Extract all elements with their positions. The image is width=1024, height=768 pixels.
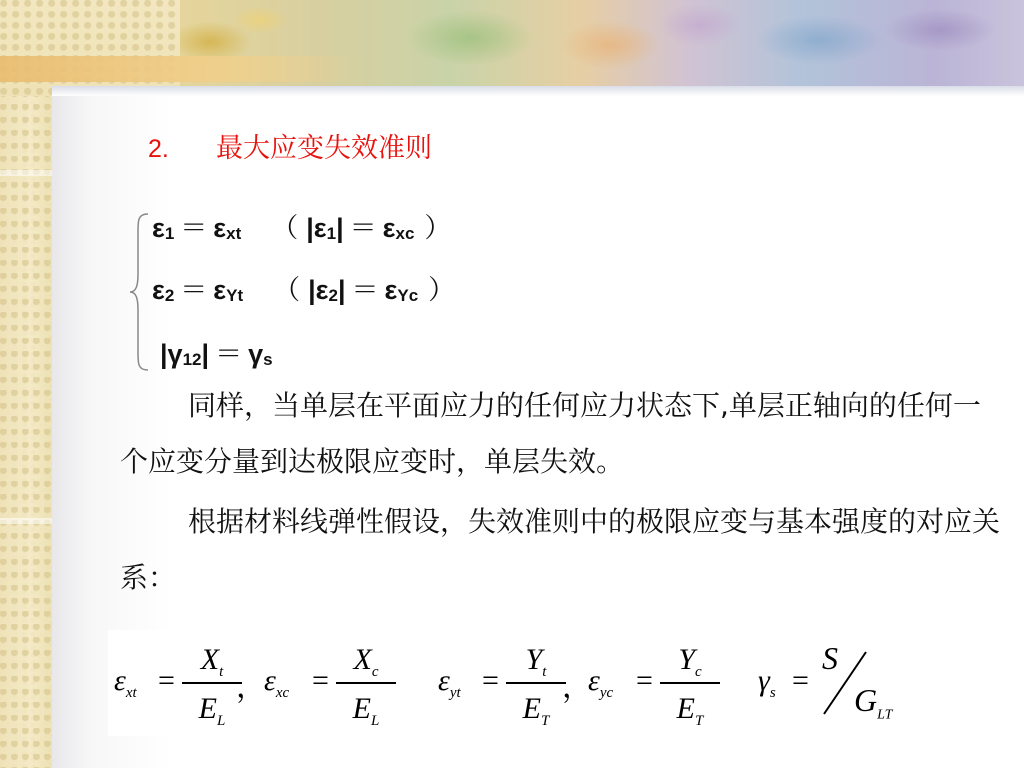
eq2-lhs-sub: 2 bbox=[164, 286, 175, 305]
formula-5-denominator bbox=[854, 682, 892, 723]
formula-5-lhs bbox=[758, 664, 776, 702]
slide-heading bbox=[148, 126, 432, 165]
left-brace bbox=[128, 212, 150, 372]
formula-2-den: E bbox=[352, 692, 371, 725]
formula-2-sub: xc bbox=[275, 685, 290, 701]
paragraph-failure-condition bbox=[120, 378, 1000, 490]
eq2-rhs-sub: Yt bbox=[226, 286, 244, 305]
formula-2-fraction bbox=[336, 638, 396, 728]
formula-1-lhs bbox=[114, 664, 137, 702]
eq2-cond-abs: |ε bbox=[308, 275, 329, 305]
formula-1-symbol: ε bbox=[114, 664, 126, 697]
eq1-cond-abs: |ε bbox=[306, 213, 327, 243]
formula-1-separator: ， bbox=[236, 671, 266, 704]
formula-5-den: G bbox=[854, 682, 878, 718]
formula-1-num: X bbox=[200, 643, 220, 676]
formula-4-sub: yc bbox=[599, 685, 614, 701]
formula-4-numerator bbox=[660, 638, 720, 682]
formula-2-symbol: ε bbox=[264, 664, 276, 697]
paragraph-1-text: 同样，当单层在平面应力的任何应力状态下,单层正轴向的任何一个应变分量到达极限应变时，单层失效。 bbox=[120, 389, 981, 478]
equation-line-3 bbox=[160, 332, 273, 371]
formula-1-denominator bbox=[182, 684, 242, 728]
paragraph-2-text: 根据材料线弹性假设，失效准则中的极限应变与基本强度的对应关系： bbox=[120, 505, 1001, 594]
formula-gamma-s bbox=[758, 630, 914, 736]
eq1-rhs-sub: xt bbox=[226, 224, 242, 243]
formula-4-num: Y bbox=[678, 643, 695, 676]
eq1-cond-rhs: ε bbox=[382, 213, 396, 243]
left-texture-decoration bbox=[0, 0, 52, 768]
formula-3-numerator bbox=[506, 638, 566, 682]
eq1-lhs-sub: 1 bbox=[164, 224, 175, 243]
heading-number: 2. bbox=[148, 135, 169, 163]
eq1-cond-sub: 1 bbox=[326, 224, 337, 243]
formula-5-sub: s bbox=[769, 685, 776, 701]
heading-title: 最大应变失效准则 bbox=[216, 133, 432, 164]
formula-3-sub: yt bbox=[449, 685, 461, 701]
formula-eps-yc bbox=[588, 630, 718, 736]
top-banner-decoration bbox=[0, 0, 1024, 96]
formula-1-equals: = bbox=[158, 664, 175, 697]
eq2-cond-rhs: ε bbox=[384, 275, 398, 305]
formula-3-fraction bbox=[506, 638, 566, 728]
formula-5-den-sub: LT bbox=[877, 707, 893, 723]
formula-4-lhs bbox=[588, 664, 613, 702]
formula-1-numerator bbox=[182, 638, 242, 682]
eq3-rhs-sub: s bbox=[263, 350, 273, 369]
formula-5-equals: = bbox=[792, 664, 809, 697]
formula-4-num-sub: c bbox=[695, 664, 702, 680]
eq1-cond-equals: ＝ bbox=[349, 213, 377, 243]
formula-2-lhs bbox=[264, 664, 289, 702]
formula-1-fraction bbox=[182, 638, 242, 728]
formula-4-fraction bbox=[660, 638, 720, 728]
formula-1-num-sub: t bbox=[219, 664, 224, 680]
formula-2-equals: = bbox=[312, 664, 329, 697]
formula-eps-xc bbox=[264, 630, 394, 736]
formula-2-num: X bbox=[353, 643, 372, 676]
eq2-lhs: ε bbox=[152, 275, 165, 305]
formula-2-den-sub: L bbox=[370, 713, 380, 729]
formula-1-den-sub: L bbox=[216, 713, 226, 729]
banner-strip bbox=[0, 56, 360, 82]
formula-3-separator: ， bbox=[562, 671, 592, 704]
formula-3-den-sub: T bbox=[540, 713, 550, 729]
formula-4-symbol: ε bbox=[588, 664, 600, 697]
eq1-cond-rhs-sub: xc bbox=[395, 224, 415, 243]
banner-divider bbox=[52, 86, 1024, 96]
eq3-lhs-sub: 12 bbox=[182, 350, 202, 369]
eq2-rhs: ε bbox=[213, 275, 227, 305]
eq2-equals: ＝ bbox=[180, 275, 208, 305]
eq1-lhs: ε bbox=[152, 213, 165, 243]
eq1-paren-close: ） bbox=[424, 213, 452, 243]
formula-4-denominator bbox=[660, 684, 720, 728]
eq2-paren-close: ） bbox=[428, 275, 456, 305]
eq1-equals: ＝ bbox=[180, 213, 208, 243]
formula-5-symbol: γ bbox=[758, 664, 770, 697]
formula-2-numerator bbox=[336, 638, 396, 682]
formula-4-den-sub: T bbox=[694, 713, 704, 729]
paragraph-strength-relation bbox=[120, 494, 1000, 606]
eq2-cond-rhs-sub: Yc bbox=[397, 286, 419, 305]
formula-3-den: E bbox=[522, 692, 541, 725]
eq2-cond-abs-close: | bbox=[337, 275, 346, 305]
formula-block bbox=[108, 630, 914, 736]
eq1-rhs: ε bbox=[213, 213, 227, 243]
formula-3-lhs bbox=[438, 664, 461, 702]
formula-eps-yt bbox=[438, 630, 592, 736]
equation-line-2 bbox=[152, 268, 455, 307]
eq1-cond-abs-close: | bbox=[336, 213, 344, 243]
formula-2-denominator bbox=[336, 684, 396, 728]
banner-shadow bbox=[560, 0, 1024, 86]
eq3-rhs: γ bbox=[248, 339, 264, 369]
formula-3-denominator bbox=[506, 684, 566, 728]
formula-4-equals: = bbox=[636, 664, 653, 697]
formula-4-den: E bbox=[676, 692, 695, 725]
formula-1-den: E bbox=[198, 692, 217, 725]
formula-3-num: Y bbox=[525, 643, 543, 676]
formula-3-symbol: ε bbox=[438, 664, 450, 697]
formula-3-num-sub: t bbox=[542, 664, 547, 680]
eq2-cond-sub: 2 bbox=[328, 286, 338, 305]
eq3-abs-close: | bbox=[201, 339, 210, 369]
eq1-paren-open: （ bbox=[271, 213, 299, 243]
equation-line-1 bbox=[152, 206, 451, 245]
formula-5-numerator: S bbox=[822, 640, 838, 676]
eq2-cond-equals: ＝ bbox=[351, 275, 379, 305]
formula-3-equals: = bbox=[482, 664, 499, 697]
formula-1-sub: xt bbox=[125, 685, 137, 701]
eq3-equals: ＝ bbox=[215, 339, 243, 369]
eq3-lhs: |γ bbox=[160, 339, 183, 369]
formula-eps-xt bbox=[114, 630, 266, 736]
formula-2-num-sub: c bbox=[371, 664, 379, 680]
eq2-paren-open: （ bbox=[273, 275, 301, 305]
